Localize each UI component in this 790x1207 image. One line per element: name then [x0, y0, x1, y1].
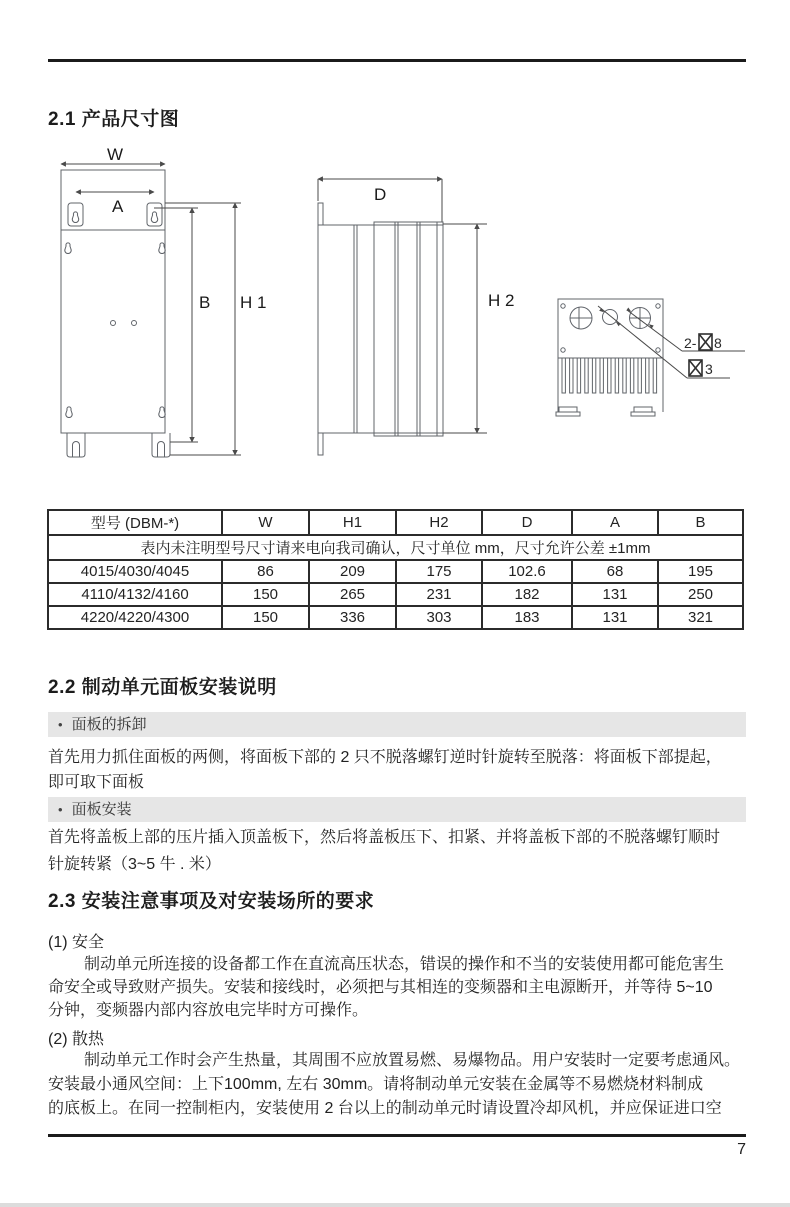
dim-label-h1: H 1	[240, 293, 267, 312]
section-title-2-1: 2.1 产品尺寸图	[48, 109, 180, 130]
item-label-safety: (1) 安全	[48, 934, 105, 951]
table-header-cell: D	[482, 510, 572, 535]
paragraph-panel-removal	[48, 745, 748, 795]
table-header-cell: H1	[309, 510, 396, 535]
table-header-cell: 型号 (DBM-*)	[48, 510, 222, 535]
table-row	[48, 560, 743, 583]
table-cell: 4110/4132/4160	[48, 583, 222, 606]
dim-label-a: A	[112, 197, 124, 216]
box-cross-icon	[699, 334, 712, 350]
section-title-2-2: 2.2 制动单元面板安装说明	[48, 677, 277, 698]
heatsink-fins	[562, 358, 657, 393]
item-label-cooling: (2) 散热	[48, 1031, 105, 1048]
text-line: 的底板上。在同一控制柜内，安装使用 2 台以上的制动单元时请设置冷却风机，并应保证进口空	[48, 1100, 722, 1117]
table-header-cell: A	[572, 510, 658, 535]
table-cell: 150	[222, 583, 309, 606]
front-view-drawing	[50, 148, 270, 468]
text-line: 命安全或导致财产损失。安装和接线时，必须把与其相连的变频器和主电源断开，并等待 5~10	[48, 979, 713, 996]
table-cell: 131	[572, 606, 658, 629]
table-cell: 150	[222, 606, 309, 629]
paragraph-cooling	[48, 1049, 748, 1121]
table-header-cell: H2	[396, 510, 482, 535]
table-note-row	[48, 535, 743, 560]
dim-label-w: W	[107, 148, 124, 164]
callout-large-prefix: 2-	[684, 335, 697, 351]
table-header-cell: B	[658, 510, 743, 535]
bullet-label: 面板的拆卸	[71, 716, 147, 733]
paragraph-panel-install	[48, 824, 748, 878]
table-cell: 86	[222, 560, 309, 583]
paragraph-safety	[48, 953, 748, 1022]
text-line: 制动单元所连接的设备都工作在直流高压状态，错误的操作和不当的安装使用都可能危害生	[84, 956, 725, 973]
text-line: 分钟，变频器内部内容放电完毕时方可操作。	[48, 1002, 369, 1019]
table-cell: 321	[658, 606, 743, 629]
rear-view-drawing	[548, 290, 790, 435]
table-cell: 175	[396, 560, 482, 583]
table-cell: 265	[309, 583, 396, 606]
table-row	[48, 583, 743, 606]
dimension-table	[47, 509, 744, 630]
table-note-cell: 表内未注明型号尺寸请来电向我司确认，尺寸单位 mm，尺寸允许公差 ±1mm	[48, 535, 743, 560]
table-cell: 209	[309, 560, 396, 583]
dim-label-d: D	[374, 185, 387, 204]
table-cell: 131	[572, 583, 658, 606]
table-cell: 182	[482, 583, 572, 606]
table-cell: 336	[309, 606, 396, 629]
table-row	[48, 606, 743, 629]
table-cell: 68	[572, 560, 658, 583]
footer-rule	[48, 1134, 746, 1137]
side-view-drawing	[310, 148, 525, 468]
box-cross-icon	[689, 360, 702, 376]
callout-small-size: 3	[705, 361, 713, 377]
table-cell: 4015/4030/4045	[48, 560, 222, 583]
text-line: 首先用力抓住面板的两侧，将面板下部的 2 只不脱落螺钉逆时针旋转至脱落：将面板下部提起，	[48, 749, 722, 766]
front-foot-right	[152, 433, 170, 457]
bullet-bar-panel-removal	[48, 712, 746, 737]
callout-large-size: 8	[714, 335, 722, 351]
text-line: 首先将盖板上部的压片插入顶盖板下，然后将盖板压下、扣紧、并将盖板下部的不脱落螺钉顺时	[48, 829, 721, 846]
bullet-label: 面板安装	[71, 801, 132, 818]
bullet-icon: •	[58, 802, 63, 817]
table-cell: 303	[396, 606, 482, 629]
text-line: 安装最小通风空间：上下100mm, 左右 30mm。请将制动单元安装在金属等不易燃烧材料制成	[48, 1076, 704, 1093]
bullet-bar-panel-install	[48, 797, 746, 822]
dim-label-h2: H 2	[488, 291, 515, 310]
bullet-icon: •	[58, 717, 63, 732]
page-number: 7	[737, 1141, 746, 1158]
table-header-row	[48, 510, 743, 535]
text-line: 制动单元工作时会产生热量，其周围不应放置易燃、易爆物品。用户安装时一定要考虑通风。	[84, 1052, 741, 1069]
section-title-2-3: 2.3 安装注意事项及对安装场所的要求	[48, 891, 375, 912]
table-cell: 231	[396, 583, 482, 606]
table-cell: 102.6	[482, 560, 572, 583]
table-header-cell: W	[222, 510, 309, 535]
page-bottom-edge	[0, 1203, 790, 1207]
dim-label-b: B	[199, 293, 211, 312]
table-cell: 183	[482, 606, 572, 629]
table-cell: 4220/4220/4300	[48, 606, 222, 629]
table-cell: 250	[658, 583, 743, 606]
header-rule	[48, 59, 746, 62]
text-line: 针旋转紧（3~5 牛 . 米）	[48, 856, 221, 873]
text-line: 即可取下面板	[48, 774, 145, 791]
table-cell: 195	[658, 560, 743, 583]
front-foot-left	[67, 433, 85, 457]
